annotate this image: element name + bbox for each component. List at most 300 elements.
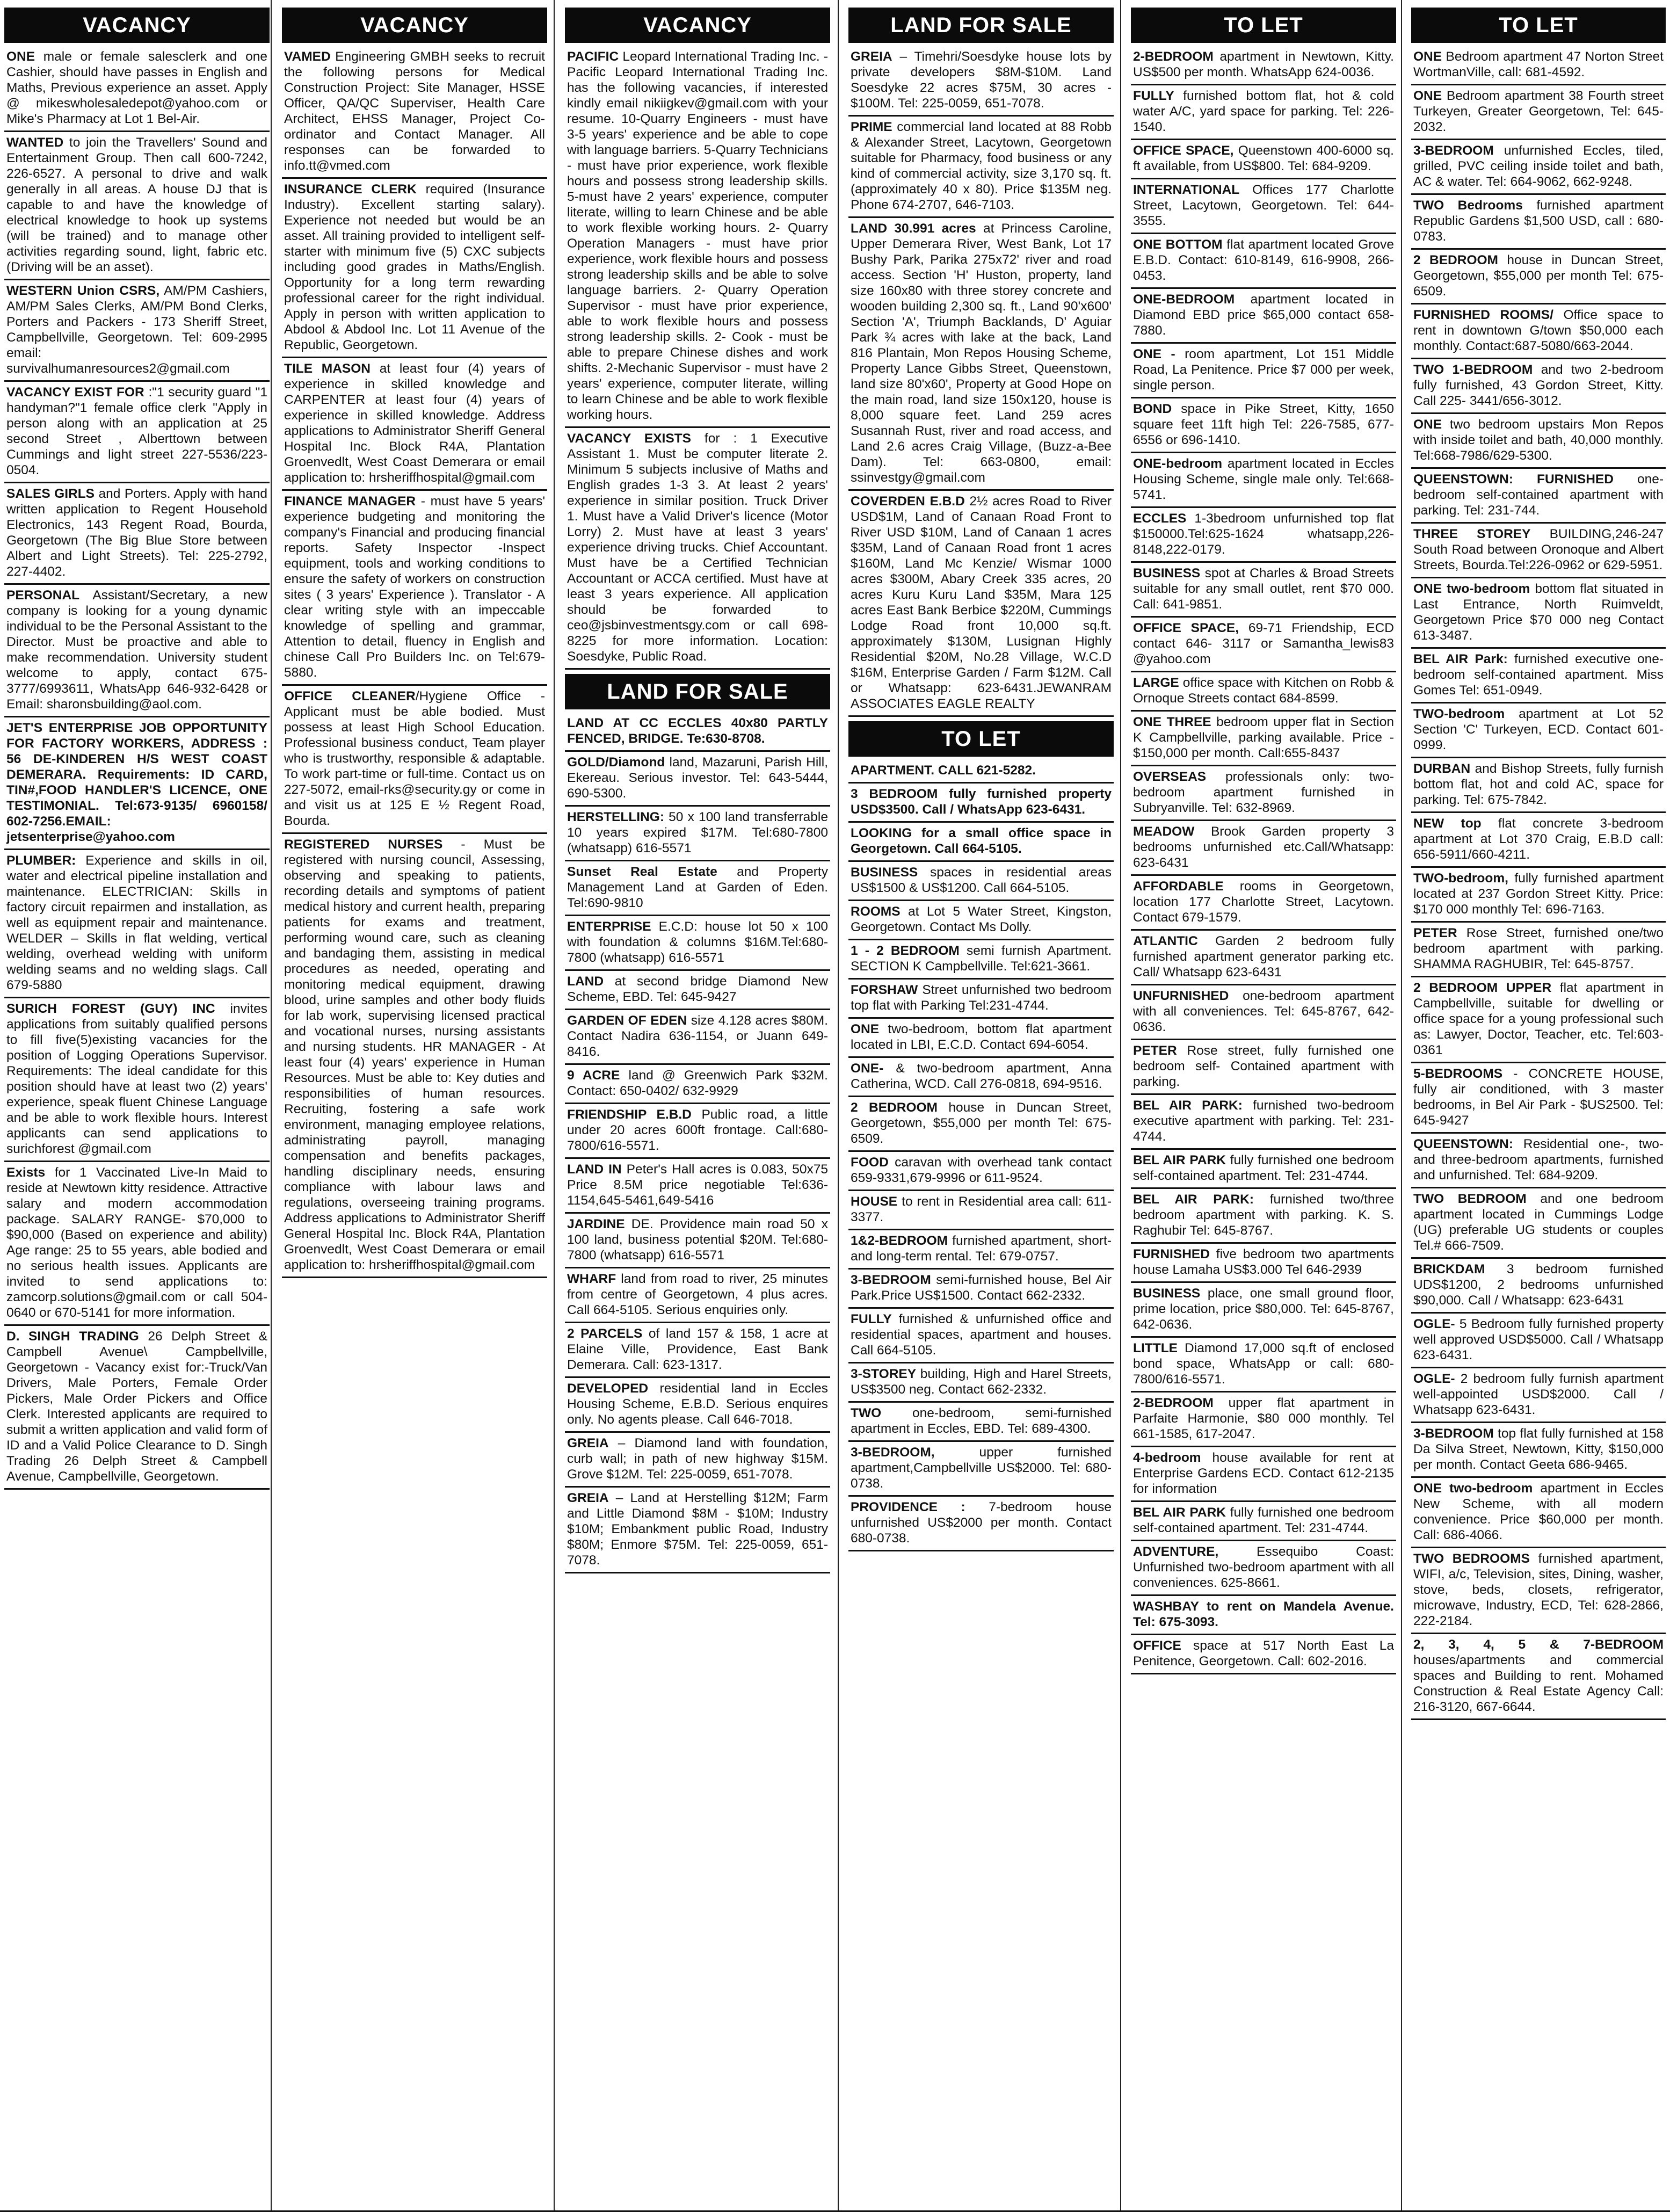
ad-body: BUILDING,246-247 South Road between Oronoque and Albert Streets, Bourda.Tel:226-0962 or 629-5951. [1413, 527, 1664, 572]
ad-body: residential land in Eccles Housing Scheme, E.B.D. Serious enquires only. No agents please. Call 646-7018. [567, 1381, 828, 1427]
ad-body: Essequibo Coast: Unfurnished two-bedroom apartment with all conveniences. 625-8661. [1133, 1544, 1394, 1590]
ad-body: semi-furnished house, Bel Air Park.Price US$1500. Contact 662-2332. [851, 1273, 1112, 1303]
ad-lead: FRIENDSHIP E.B.D [567, 1107, 692, 1122]
ad-lead: FINANCE MANAGER [284, 494, 416, 509]
ad-lead: SALES GIRLS [6, 487, 95, 501]
classified-ad [1411, 469, 1666, 524]
ad-body: 69-71 Friendship, ECD contact 646- 3117 or Samantha_lewis83 @yahoo.com [1133, 621, 1394, 666]
ad-lead: 9 ACRE [567, 1068, 620, 1083]
section-header: VACANCY [4, 8, 270, 43]
ad-body: AM/PM Cashiers, AM/PM Sales Clerks, AM/PM Bond Clerks, Porters and Packers - 173 Sheriff Street, Campbellville, Georgetown. Tel: 609-2995 email: survivalhumanresources2@gmail.com [6, 284, 267, 376]
classified-ad [1131, 672, 1396, 712]
ad-lead: FULLY [1133, 89, 1174, 103]
ad-body: building, High and Harel Streets, US$3500 neg. Contact 662-2332. [851, 1367, 1112, 1397]
section-header: VACANCY [565, 8, 830, 43]
classified-ad [1411, 46, 1666, 85]
classified-ad [4, 850, 270, 998]
ad-lead: TWO Bedrooms [1413, 198, 1523, 213]
ad-body: flat apartment in Campbellville, suitable for dwelling or office space for a young professional such as: Lawyer, Doctor, Teacher, etc. Tel:603-0361 [1413, 981, 1664, 1057]
classified-ad [1411, 1063, 1666, 1134]
ad-body: 2½ acres Road to River USD$1M, Land of Canaan Road Front to River USD $10M, Land of Canaan 1 acres $35M, Land of Canaan Road front 1 acres $160M, Land Mc Kenzie/ Wismar 1000 acres $300M, Abary Creek 335 acres, 20 acres Kuru Kuru Land $35M, Mara 125 acres East Bank Berbice $220M, Cummings Lodge Road front 10,000 sq.ft. approximately $130M, Lusignan Highly Residential $20M, No.28 Village, W.C.D $16M, Enterprise Garden / Farm $12M. Call or Whatsapp: 623-6431.JEWANRAM ASSOCIATES EAGLE REALTY [851, 494, 1112, 711]
classified-ad [1411, 758, 1666, 813]
classified-ad [565, 971, 830, 1010]
ad-body: house in Duncan Street, Georgetown, $55,000 per month Tel: 675-6509. [851, 1100, 1112, 1146]
ad-body: Bedroom apartment 38 Fourth street Turkeyen, Greater Georgetown, Tel: 645-2032. [1413, 89, 1664, 134]
ad-lead: ONE [1413, 417, 1442, 432]
ad-body: five bedroom two apartments house Lamaha US$3.000 Tel 646-2939 [1133, 1247, 1394, 1277]
ad-body: Office space to rent in downtown G/town $50,000 each monthly. Contact:687-5080/663-2044. [1413, 308, 1664, 353]
ad-body: Leopard International Trading Inc. - Pacific Leopard International Trading Inc. has the following vacancies, if interested kindly email nikiigkev@gmail.com with your resume. 10-Quarry Engineers - must have 3-5 years' experience and be able to cope with language barriers. 5-Quarry Technicians - must have prior experience, work flexible hours and possess strong leadership skills. 5-must have 2 years' experience, computer literate, willing to learn Chinese and be able to work flexible working hours. 2- Quarry Operation Managers - must have prior experience, work flexible hours and possess strong leadership skills and be able to solve language barriers. 2- Quarry Operation Supervisor - must have prior experience, able to work flexible hours and possess strong leadership skills. 2- Cook - must be able to prepare Chinese dishes and work shifts. 2-Mechanic Supervisor - must have 2 years' experience, computer literate, willing to learn Chinese and be able to work flexible working hours. [567, 49, 828, 422]
ad-body: /Hygiene Office - Applicant must be able bodied. Must possess at least High School Education. Professional business conduct, Team player who is trustworthy, responsible & adaptable. To work part-time or full-time. Contact us on 227-5072, email-rks@security.gy or come in and visit us at 125 E ½ Regent Road, Bourda. [284, 689, 545, 828]
classified-ad [1131, 289, 1396, 344]
ad-lead: AFFORDABLE [1133, 879, 1224, 894]
classified-ad [848, 823, 1114, 862]
classified-ad [1131, 1338, 1396, 1393]
ad-lead: APARTMENT. CALL 621-5282. [851, 763, 1036, 778]
ad-lead: GARDEN OF EDEN [567, 1013, 687, 1028]
ad-body: furnished bottom flat, hot & cold water A/C, yard space for parking. Tel: 226-1540. [1133, 89, 1394, 134]
ad-lead: 1&2-BEDROOM [851, 1234, 948, 1248]
classified-ad [1131, 1541, 1396, 1596]
ad-body: at least four (4) years of experience in skilled knowledge and CARPENTER at least four (4) years of experience in skilled knowledge. Address applications to Administrator Sheriff General Hospital Inc. Block R4A, Plantation Groenvedlt, West Coast Demerara or email application to: hrsheriffhospital@gmail.com [284, 361, 545, 485]
ad-body: Public road, a little under 20 acres 600ft frontage. Call:680-7800/616-5571. [567, 1107, 828, 1153]
classified-ad [848, 1152, 1114, 1191]
ad-lead: 3-BEDROOM [1413, 143, 1494, 158]
classified-ad [1411, 524, 1666, 578]
ad-body: spot at Charles & Broad Streets suitable for any small outlet, rent $70 000. Call: 641-9851. [1133, 566, 1394, 612]
column-divider [1401, 0, 1402, 2212]
ad-body: flat concrete 3-bedroom apartment at Lot 370 Craig, E.B.D call: 656-5911/660-4211. [1413, 816, 1664, 862]
ad-lead: LAND 30.991 acres [851, 221, 976, 236]
classified-ad [1411, 868, 1666, 923]
ad-lead: ONE BOTTOM [1133, 237, 1223, 252]
ad-lead: JARDINE [567, 1217, 625, 1231]
ad-body: two bedroom upstairs Mon Repos with inside toilet and bath, 40,000 monthly. Tel:668-7986/629-5300. [1413, 417, 1664, 463]
classified-ad [565, 46, 830, 428]
classified-ad [565, 1378, 830, 1433]
ad-body: :"1 security guard "1 handyman?"1 female office clerk "Apply in person along with an application at 25 second Street , Alberttown between Cummings and light street 227-5536/223-0504. [6, 385, 267, 477]
ad-lead: OFFICE [1133, 1638, 1181, 1653]
classified-ad [1131, 1150, 1396, 1189]
ad-body: furnished two/three bedroom apartment with parking. K. S. Raghubir Tel: 645-8767. [1133, 1192, 1394, 1238]
classified-ad [848, 760, 1114, 784]
ad-body: at Princess Caroline, Upper Demerara River, West Bank, Lot 17 Bushy Park, Parika 275x72' river and road access. Section 'H' Huston, property, land size 160x80 with three storey concrete and wooden building 2,300 sq. ft., Land 90'x600' Section 'A', Triumph Backlands, D' Aguiar Park ¾ acres with lake at the back, Land 816 Plantain, Mon Repos Housing Scheme, Property Lance Gibbs Street, Queenstown, land size 80'x60', Property at Good Hope on the main road, land size 150x120, house is 8,000 square feet. Land 259 acres Susannah Rust, river and road access, and Land 2.6 acres Craig Village, (Buzz-a-Bee Dam). Tel: 663-0800, email: ssinvestgy@gmail.com [851, 221, 1112, 485]
ad-body: land, Mazaruni, Parish Hill, Ekereau. Serious investor. Tel: 643-5444, 690-5300. [567, 755, 828, 801]
classified-ad [565, 916, 830, 971]
ad-lead: INSURANCE CLERK [284, 182, 417, 197]
ad-lead: ONE-bedroom [1133, 456, 1223, 471]
ad-lead: 3-STOREY [851, 1367, 917, 1381]
ad-body: land from road to river, 25 minutes from centre of Georgetown, 4 plus acres. Call 664-5105. Serious enquiries only. [567, 1272, 828, 1317]
classified-ad [1411, 1188, 1666, 1259]
classified-ad [1411, 195, 1666, 250]
ad-lead: TWO BEDROOMS [1413, 1551, 1530, 1566]
classified-ad [1131, 931, 1396, 985]
classified-ad [4, 382, 270, 483]
classified-ad [848, 218, 1114, 491]
ad-lead: TWO-bedroom [1413, 707, 1505, 721]
ad-body: Engineering GMBH seeks to recruit the following persons for Medical Construction Project: Site Manager, HSSE Officer, QA/QC Superviser, Health Care Architect, EHSS Manager, Project Co-ordinator and Contact Manager. All responses can be forwarded to info.tt@vmed.com [284, 49, 545, 173]
classified-ad [848, 784, 1114, 823]
ad-lead: BEL AIR Park: [1413, 652, 1508, 666]
ad-lead: FULLY [851, 1312, 892, 1326]
classified-ad [565, 428, 830, 670]
ad-lead: OFFICE SPACE, [1133, 143, 1234, 158]
ad-lead: FURNISHED [1133, 1247, 1210, 1261]
ad-body: invites applications from suitably qualified persons to fill five(5)existing vacancies for the position of Logging Operations Supervisor. Requirements: The ideal candidate for this position should have at least two (2) years' experience, speak fluent Chinese Language and be able to work flexible hours. Interest applicants can send applications to surichforest @gmail.com [6, 1002, 267, 1156]
classified-ad [1411, 359, 1666, 414]
ad-lead: VACANCY EXIST FOR [6, 385, 144, 400]
ad-lead: 4-bedroom [1133, 1451, 1201, 1465]
classified-ad [282, 686, 547, 834]
ad-body: houses/apartments and commercial spaces and Building to rent. Mohamed Construction & Real Estate Agency Call: 216-3120, 667-6644. [1413, 1653, 1664, 1714]
ad-lead: BUSINESS [1133, 1286, 1201, 1301]
ad-body: – Diamond land with foundation, curb wall; in path of new highway $15M. Grove $12M. Tel: 225-0059, 651-7078. [567, 1436, 828, 1482]
ad-lead: HOUSE [851, 1194, 898, 1209]
classified-ad [1411, 1478, 1666, 1548]
ad-lead: ONE [1413, 49, 1442, 64]
classified-ad [848, 940, 1114, 980]
section-header: LAND FOR SALE [565, 674, 830, 709]
ad-body: – Timehri/Soesdyke house lots by private developers $8M-$10M. Land Soesdyke 22 acres $75M, 30 acres - $100M. Tel: 225-0059, 651-7078. [851, 49, 1112, 111]
ad-body: Garden 2 bedroom fully furnished apartment generator parking etc. Call/ Whatsapp 623-6431 [1133, 934, 1394, 980]
ad-body: furnished & unfurnished office and residential spaces, apartment and houses. Call 664-5105. [851, 1312, 1112, 1358]
classified-ad [282, 834, 547, 1278]
ad-body: and Property Management Land at Garden of Eden. Tel:690-9810 [567, 865, 828, 910]
ad-body: apartment in Eccles New Scheme, with all modern convenience. Price $60,000 per month. Call: 686-4066. [1413, 1481, 1664, 1542]
ad-lead: SURICH FOREST (GUY) INC [6, 1002, 215, 1016]
ad-body: space in Pike Street, Kitty, 1650 square feet 11ft high Tel: 226-7585, 677-6556 or 696-1410. [1133, 402, 1394, 447]
classified-ad [565, 1104, 830, 1159]
classified-ad [1411, 923, 1666, 977]
ad-lead: QUEENSTOWN: FURNISHED [1413, 472, 1614, 487]
ad-body: fully furnished one bedroom self-contained apartment. Tel: 231-4744. [1133, 1505, 1394, 1535]
classified-ad [848, 901, 1114, 940]
ad-lead: THREE STOREY [1413, 527, 1531, 541]
ad-body: and Porters. Apply with hand written application to Regent Household Electronics, 143 Regent Road, Bourda, Georgetown (The Big Blue Store between Albert and Light Streets). Tel: 225-2792, 227-4402. [6, 487, 267, 579]
ad-lead: LOOKING for a small office space in Georgetown. Call 664-5105. [851, 826, 1112, 856]
ad-body: and Bishop Streets, fully furnish bottom flat, hot and cold AC, space for parking. Tel: 675-7842. [1413, 761, 1664, 807]
ad-lead: ONE THREE [1133, 715, 1211, 729]
ad-body: bedroom upper flat in Section K Campbellville, parking available. Price - $150,000 per month. Call:655-8437 [1133, 715, 1394, 760]
ad-lead: BEL AIR PARK [1133, 1505, 1226, 1520]
classified-ad [1131, 1635, 1396, 1674]
ad-body: furnished apartment, short- and long-term rental. Tel: 679-0757. [851, 1234, 1112, 1264]
classified-ad [4, 585, 270, 717]
classified-ad [282, 179, 547, 358]
classified-ad [1131, 140, 1396, 179]
ad-lead: FORSHAW [851, 983, 918, 997]
column-land-tolet [848, 8, 1114, 2207]
ad-lead: 2 BEDROOM [1413, 253, 1498, 267]
ad-body: Assistant/Secretary, a new company is looking for a young dynamic individual to be the Personal Assistant to the Director. Must be proactive and able to make recommendation. University student welcome to apply, contact 675-3777/6993611, WhatsApp 646-932-6428 or Email: sharonsbuilding@aol.com. [6, 588, 267, 712]
ad-body: upper furnished apartment,Campbellville US$2000. Tel: 680-0738. [851, 1445, 1112, 1491]
ad-lead: JET'S ENTERPRISE JOB OPPORTUNITY FOR FACTORY WORKERS, ADDRESS : 56 DE-KINDEREN H/S WEST COAST DEMERARA. Requirements: ID CARD, TIN#,FOOD HANDLER'S LICENCE, ONE TESTIMONIAL. Tel:673-9135/ 6960158/ 602-7256.EMAIL: jetsenterprise@yahoo.com [6, 721, 267, 844]
ad-lead: PLUMBER: [6, 853, 76, 868]
classified-ad [1411, 1423, 1666, 1478]
classified-ad [848, 1364, 1114, 1403]
ad-lead: VACANCY EXISTS [567, 431, 691, 446]
ad-lead: ONE two-bedroom [1413, 1481, 1533, 1496]
ad-body: commercial land located at 88 Robb & Alexander Street, Lacytown, Georgetown suitable for Pharmacy, food business or any kind of commercial activity, size 3,170 sq. ft. (approximately 40 x 80). Price $135M neg. Phone 674-2707, 646-7103. [851, 120, 1112, 212]
ad-lead: Exists [6, 1165, 46, 1180]
ad-lead: LAND IN [567, 1162, 622, 1177]
ad-body: house available for rent at Enterprise Gardens ECD. Contact 612-2135 for information [1133, 1451, 1394, 1496]
ad-lead: ONE [6, 49, 35, 64]
ad-body: top flat fully furnished at 158 Da Silva Street, Newtown, Kitty, $150,000 per month. Contact Geeta 686-9465. [1413, 1426, 1664, 1472]
classified-ad [1131, 1040, 1396, 1095]
ad-body: to rent in Residential area call: 611-3377. [851, 1194, 1112, 1224]
ad-lead: OVERSEAS [1133, 770, 1207, 784]
classified-ad [4, 998, 270, 1162]
classified-ad [1131, 398, 1396, 453]
ad-body: - must have 5 years' experience budgeting and monitoring the company's Financial and producing financial reports. Safety Inspector -Inspect equipment, tools and working conditions to ensure the safety of workers on construction sites ( 3 years' Experience ). Translator - A clear writing style with an impeccable knowledge of spelling and grammar, Attention to detail, fluency in English and chinese Call Pro Builders Inc. on Tel:679-5880. [284, 494, 545, 680]
ad-body: apartment in Newtown, Kitty. US$500 per month. WhatsApp 624-0036. [1133, 49, 1394, 79]
classified-ad [1131, 344, 1396, 398]
classified-ad [565, 752, 830, 807]
ad-body: Peter's Hall acres is 0.083, 50x75 Price 8.5M price negotiable Tel:636-1154,645-5461,649-5416 [567, 1162, 828, 1208]
classified-ad [282, 46, 547, 179]
classified-ad [848, 1191, 1114, 1230]
classified-ad [848, 1230, 1114, 1270]
classified-ad [848, 1058, 1114, 1097]
ad-lead: 2 BEDROOM [851, 1100, 938, 1115]
column-vacancy-land [565, 8, 830, 2207]
ad-body: 1-3bedroom unfurnished top flat $150000.Tel:625-1624 whatsapp,226-8148,222-0179. [1133, 511, 1394, 557]
ad-body: Residential one-, two- and three-bedroom apartments, furnished and unfurnished. Tel: 684-9209. [1413, 1137, 1664, 1183]
ad-body: furnished two-bedroom executive apartment with parking. Tel: 231-4744. [1133, 1098, 1394, 1144]
ad-lead: GREIA [851, 49, 892, 64]
classified-ad [1411, 140, 1666, 195]
ad-lead: ONE [1413, 89, 1442, 103]
section-header: VACANCY [282, 8, 547, 43]
ad-body: one-bedroom, semi-furnished apartment in Eccles, EBD. Tel: 689-4300. [851, 1406, 1112, 1436]
ad-body: 50 x 100 land transferrable 10 years expired $17M. Tel:680-7800 (whatsapp) 616-5571 [567, 810, 828, 855]
classified-ad [282, 358, 547, 491]
ad-body: Diamond 17,000 sq.ft of enclosed bond space, WhatsApp or call: 680-7800/616-5571. [1133, 1341, 1394, 1387]
ad-body: required (Insurance Industry). Excellent starting salary). Experience not needed but would be an asset. All training provided to intelligent self-starter with minimum five (5) CXC subjects including good grades in Maths/English. Opportunity for a long term rewarding professional career for the right individual. Apply in person with written application to Abdool & Abdool Inc. Lot 11 Avenue of the Republic, Georgetown. [284, 182, 545, 352]
classified-ad [1131, 1393, 1396, 1447]
ad-lead: 3-BEDROOM [851, 1273, 931, 1287]
classified-ad [1131, 46, 1396, 85]
classified-ad [1411, 1134, 1666, 1188]
classified-ad [848, 1097, 1114, 1152]
ad-body: 5 Bedroom fully furnished property well approved USD$5000. Call / Whatsapp 623-6431. [1413, 1317, 1664, 1362]
classified-ad [565, 1488, 830, 1573]
ad-lead: DEVELOPED [567, 1381, 649, 1396]
classified-ad [1411, 1259, 1666, 1314]
ad-body: caravan with overhead tank contact 659-9331,679-9996 or 611-9524. [851, 1155, 1112, 1185]
ad-body: flat apartment located Grove E.B.D. Contact: 610-8149, 616-9908, 266-0453. [1133, 237, 1394, 283]
ad-lead: WESTERN Union CSRS, [6, 284, 160, 298]
column-divider [271, 0, 272, 2212]
classified-ad [1411, 250, 1666, 304]
classified-ad [1131, 985, 1396, 1040]
classified-ad [1131, 563, 1396, 618]
section-header: TO LET [848, 721, 1114, 757]
classified-ad [1131, 1095, 1396, 1150]
column-divider [554, 0, 555, 2212]
ad-lead: OGLE- [1413, 1372, 1455, 1386]
ad-body: semi furnish Apartment. SECTION K Campbellville. Tel:621-3661. [851, 944, 1112, 974]
section-header: TO LET [1131, 8, 1396, 43]
ad-body: & two-bedroom apartment, Anna Catherina, WCD. Call 276-0818, 694-9516. [851, 1061, 1112, 1091]
ad-body: spaces in residential areas US$1500 & US$1200. Call 664-5105. [851, 865, 1112, 895]
classified-ad [565, 1214, 830, 1268]
classified-ad [1411, 1634, 1666, 1720]
ad-body: 26 Delph Street & Campbell Avenue\ Campbellville, Georgetown - Vacancy exist for:-Truck/Van Drivers, Male Porters, Female Order Pickers, Male Order Pickers and Office Clerk. Interested applicants are required to submit a written application and valid form of ID and a Valid Police Clearance to D. Singh Trading 26 Delph Street & Campbell Avenue, Campbellville, Georgetown. [6, 1329, 268, 1484]
ad-lead: ADVENTURE, [1133, 1544, 1219, 1559]
classified-ad [565, 713, 830, 752]
ad-body: house in Duncan Street, Georgetown, $55,000 per month Tel: 675-6509. [1413, 253, 1664, 299]
column-divider [838, 0, 839, 2212]
classified-ad [4, 717, 270, 850]
classified-ad [1131, 821, 1396, 876]
classified-ad [848, 1403, 1114, 1442]
ad-body: 2 bedroom fully furnish apartment well-appointed USD$2000. Call / Whatsapp 623-6431. [1413, 1372, 1664, 1417]
ad-body: Rose street, fully furnished one bedroom self- Contained apartment with parking. [1133, 1043, 1394, 1089]
classified-ad [1411, 977, 1666, 1063]
column-tolet-2 [1411, 8, 1666, 2207]
ad-body: fully furnished one bedroom self-contained apartment. Tel: 231-4744. [1133, 1153, 1394, 1183]
classified-ad [1131, 1502, 1396, 1541]
ad-body: at second bridge Diamond New Scheme, EBD. Tel: 645-9427 [567, 974, 828, 1004]
ad-body: for : 1 Executive Assistant 1. Must be computer literate 2. Minimum 5 subjects inclusive of Maths and English grades 1-3 3. At least 2 years' experience in similar position. Truck Driver 1. Must have a Valid Driver's licence (Motor Lorry) 2. Must have at least 3 years' experience driving trucks. Chief Accountant. Must have be a Certified Technician Accountant or ACCA certified. Must have at least 3 years experience. All application should be forwarded to ceo@jsbinvestmentsgy.com or call 698-8225 for more information. Location: Soesdyke, Public Road. [567, 431, 828, 664]
ad-lead: PROVIDENCE : [851, 1500, 965, 1514]
ad-lead: ONE-BEDROOM [1133, 292, 1235, 307]
classified-ad [1131, 1596, 1396, 1635]
ad-lead: 2 PARCELS [567, 1326, 643, 1341]
ad-lead: GOLD/Diamond [567, 755, 665, 770]
ad-lead: TWO BEDROOM [1413, 1192, 1527, 1206]
classified-ad [1411, 649, 1666, 704]
classified-ad [848, 117, 1114, 218]
classified-ad [565, 807, 830, 861]
column-tolet-1 [1131, 8, 1396, 2207]
ad-lead: ONE - [1133, 347, 1175, 361]
ad-body: land @ Greenwich Park $32M. Contact: 650-0402/ 632-9929 [567, 1068, 828, 1098]
ad-lead: ENTERPRISE [567, 919, 651, 934]
ad-body: and one bedroom apartment located in Cummings Lodge (UG) preferable UG students or couples Tel.# 666-7509. [1413, 1192, 1664, 1253]
classified-ad [4, 1326, 270, 1490]
ad-body: - Must be registered with nursing council, Assessing, observing and speaking to patients, recording details and symptoms of patient medical history and current health, preparing patients for exams and treatment, performing wound care, such as cleaning and bandaging them, assisting in medical procedures as needed, operating and monitoring medical equipment, drawing blood, urine samples and other body fluids for lab work, supervising licensed practical and vocational nurses, nursing assistants and nursing students. HR MANAGER - At least four (4) years' experience in Human Resources. Must be able to: Key duties and responsibilities of human resources. Recruiting, fostering a safe work environment, managing employee relations, administrating payroll, managing compensation and benefits packages, handling disciplinary needs, ensuring compliance with labour laws and regulations, overseeing training programs. Address applications to Administrator Sheriff General Hospital Inc. Block R4A, Plantation Groenvedlt, West Coast Demerara or email application to: hrsheriffhospital@gmail.com [284, 837, 545, 1272]
ad-lead: PACIFIC [567, 49, 619, 64]
classified-ad [1411, 813, 1666, 868]
ad-lead: PRIME [851, 120, 892, 134]
ad-lead: WANTED [6, 135, 64, 150]
ad-body: apartment located in Eccles Housing Scheme, single male only. Tel:668-5741. [1133, 456, 1394, 502]
ad-lead: WASHBAY to rent on Mandela Avenue. Tel: 675-3093. [1133, 1599, 1394, 1629]
column-vacancy-1 [4, 8, 270, 2207]
ad-lead: REGISTERED NURSES [284, 837, 443, 852]
classified-ad [565, 1323, 830, 1378]
classified-ad [848, 1270, 1114, 1309]
ad-body: Queenstown 400-6000 sq. ft available, from US$800. Tel: 684-9209. [1133, 143, 1394, 173]
ad-lead: 3-BEDROOM [1413, 1426, 1494, 1441]
section-header: TO LET [1411, 8, 1666, 43]
ad-body: apartment at Lot 52 Section 'C' Turkeyen, ECD. Contact 601-0999. [1413, 707, 1664, 752]
ad-lead: DURBAN [1413, 761, 1471, 776]
ad-lead: 2-BEDROOM [1133, 1396, 1214, 1410]
classified-ad [848, 980, 1114, 1019]
ad-body: rooms in Georgetown, location 177 Charlotte Street, Lacytown. Contact 679-1579. [1133, 879, 1394, 925]
ad-lead: OFFICE CLEANER [284, 689, 416, 704]
column-divider [1120, 0, 1121, 2212]
ad-lead: TWO 1-BEDROOM [1413, 362, 1533, 377]
classified-ad [1131, 85, 1396, 140]
classified-ad [848, 1019, 1114, 1058]
classified-ad [282, 491, 547, 686]
ad-body: to join the Travellers' Sound and Entertainment Group. Then call 600-7242, 226-6527. A personal to drive and walk generally in all areas. A house DJ that is capable to and have the knowledge of electrical knowledge to hook up systems (will be trained) and to manage other activities regarding sound, light, fabric etc. (Driving will be an asset). [6, 135, 267, 274]
classified-ad [1131, 453, 1396, 508]
ad-lead: PETER [1413, 926, 1457, 940]
ad-lead: BEL AIR PARK [1133, 1153, 1226, 1167]
ad-body: 7-bedroom house unfurnished US$2000 per month. Contact 680-0738. [851, 1500, 1112, 1546]
classified-ad [848, 1497, 1114, 1551]
classified-ad [1131, 508, 1396, 563]
classified-ad [565, 1010, 830, 1065]
classified-ad [565, 1159, 830, 1214]
ad-lead: 2 BEDROOM UPPER [1413, 981, 1552, 995]
classified-ad [1131, 766, 1396, 821]
ad-lead: ROOMS [851, 904, 901, 919]
ad-lead: 5-BEDROOMS [1413, 1067, 1503, 1081]
ad-lead: PERSONAL [6, 588, 80, 603]
classified-ad [1411, 304, 1666, 359]
classified-ad [1131, 712, 1396, 766]
ad-lead: COVERDEN E.B.D [851, 494, 965, 509]
classified-ad [1411, 578, 1666, 649]
ad-lead: 2-BEDROOM [1133, 49, 1214, 64]
ad-body: unfurnished Eccles, tiled, grilled, PVC ceiling inside toilet and bath, AC & water. Tel: 664-9062, 662-9248. [1413, 143, 1664, 189]
ad-body: office space with Kitchen on Robb & Ornoque Streets contact 684-8599. [1133, 676, 1394, 706]
classified-ad [565, 1433, 830, 1488]
ad-lead: ONE- [851, 1061, 884, 1076]
ad-lead: FOOD [851, 1155, 889, 1170]
ad-body: for 1 Vaccinated Live-In Maid to reside at Newtown kitty residence. Attractive salary and modern accommodation package. SALARY RANGE- $70,000 to $90,000 (Based on experience and ability) Age range: 25 to 55 years, able bodied and no serious health issues. Applicants are invited to send applications to: zamcorp.solutions@gmail.com or call 504-0640 or 670-5141 for more information. [6, 1165, 267, 1320]
ad-body: Bedroom apartment 47 Norton Street WortmanVille, call: 681-4592. [1413, 49, 1664, 79]
ad-body: at Lot 5 Water Street, Kingston, Georgetown. Contact Ms Dolly. [851, 904, 1112, 934]
ad-lead: BEL AIR PARK: [1133, 1192, 1254, 1207]
ad-lead: MEADOW [1133, 824, 1195, 839]
classified-ad [848, 491, 1114, 717]
classified-ad [848, 1442, 1114, 1497]
ad-lead: TWO [851, 1406, 882, 1420]
ad-body: of land 157 & 158, 1 acre at Elaine Ville, Providence, East Bank Demerara. Call: 623-1317. [567, 1326, 828, 1372]
ad-lead: ONE two-bedroom [1413, 582, 1530, 596]
column-vacancy-2 [282, 8, 547, 2207]
classified-ad [1131, 876, 1396, 931]
ad-lead: PETER [1133, 1043, 1177, 1058]
classified-ad [1131, 1189, 1396, 1244]
ad-lead: OFFICE SPACE, [1133, 621, 1239, 635]
ad-lead: WHARF [567, 1272, 616, 1286]
ad-body: two-bedroom, bottom flat apartment located in LBI, E.C.D. Contact 694-6054. [851, 1022, 1112, 1052]
classified-ad [565, 1065, 830, 1104]
ad-body: Experience and skills in oil, water and electrical pipeline installation and maintenance. ELECTRICIAN: Skills in factory circuit repairmen and installation, as well as equipment repair and maintenance. WELDER – Skills in flat welding, vertical welding, overhead welding with uniform welding seams and no welding slags. Call 679-5880 [6, 853, 267, 992]
ad-lead: 2, 3, 4, 5 & 7-BEDROOM [1413, 1637, 1664, 1652]
ad-lead: LITTLE [1133, 1341, 1178, 1355]
ad-body: place, one small ground floor, prime location, price $80,000. Tel: 645-8767, 642-0636. [1133, 1286, 1394, 1332]
classified-ad [565, 861, 830, 916]
ad-body: one-bedroom apartment with all conveniences. Tel: 645-8767, 642-0636. [1133, 989, 1394, 1034]
ad-lead: BRICKDAM [1413, 1262, 1485, 1277]
ad-lead: GREIA [567, 1436, 609, 1451]
ad-body: furnished apartment, WIFI, a/c, Television, sites, Dining, washer, stove, beds, closets, refrigerator, microwave, Industry, ECD, Tel: 628-2866, 222-2184. [1413, 1551, 1664, 1628]
classified-ad [4, 46, 270, 132]
ad-lead: 3 BEDROOM fully furnished property USD$3500. Call / WhatsApp 623-6431. [851, 787, 1112, 817]
ad-body: and two 2-bedroom fully furnished, 43 Gordon Street, Kitty. Call 225- 3441/656-3012. [1413, 362, 1664, 408]
